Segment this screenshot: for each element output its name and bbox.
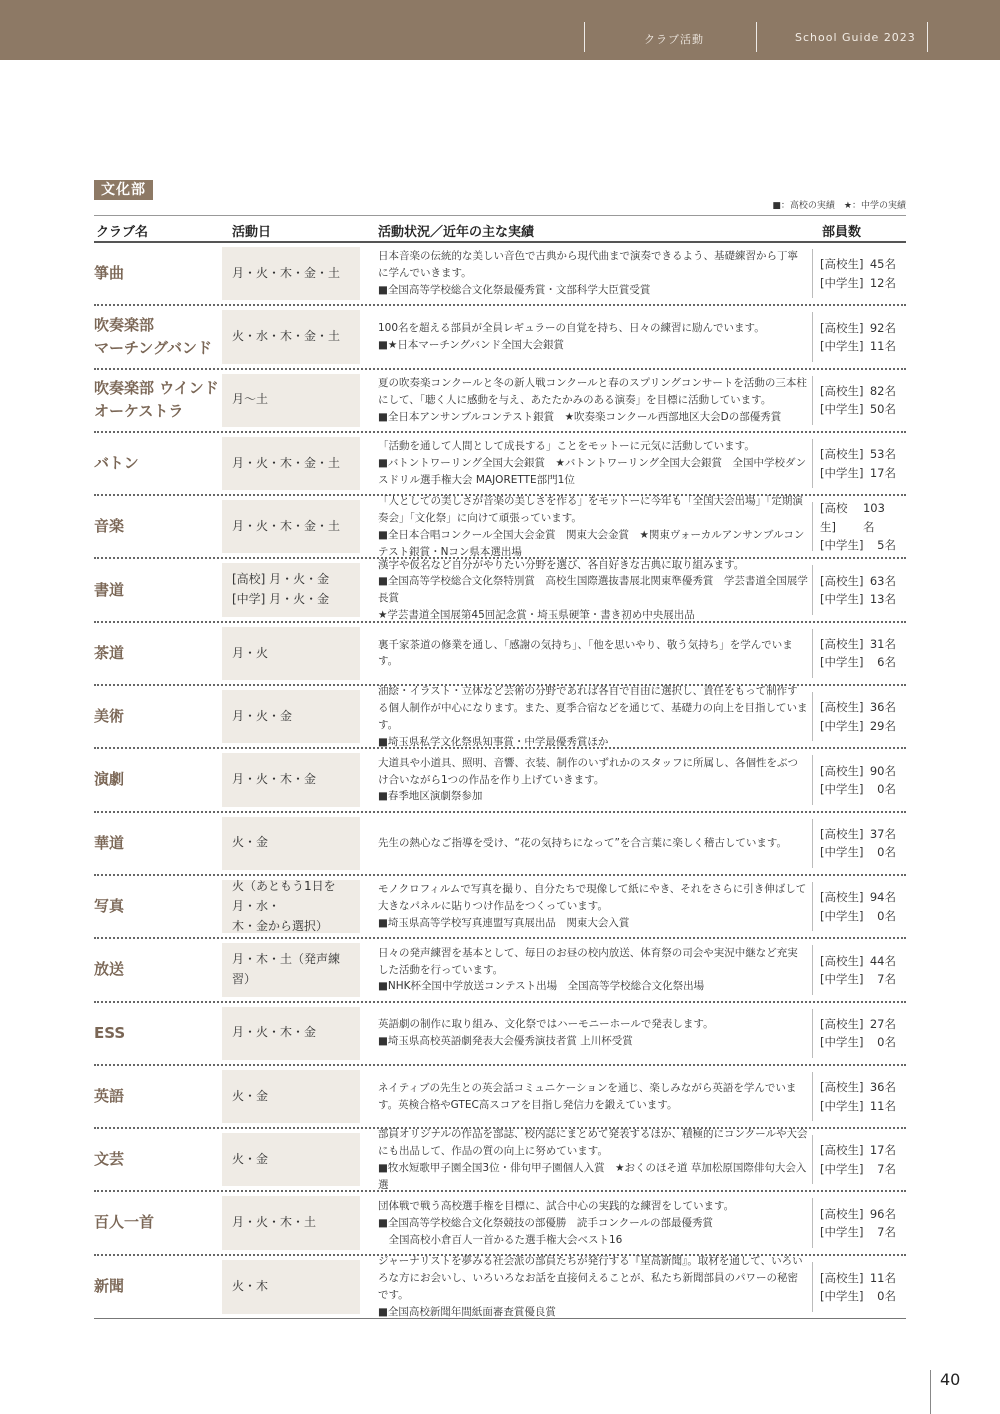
junior-high-count bbox=[820, 1033, 906, 1051]
table-row bbox=[94, 623, 906, 686]
member-label: [中学生] bbox=[820, 1035, 864, 1050]
member-value: 5名 bbox=[877, 538, 896, 553]
high-school-count bbox=[820, 1015, 906, 1033]
column-divider bbox=[812, 945, 813, 994]
description-line: ■全国高校新聞年間紙面審査賞優良賞 bbox=[378, 1305, 556, 1318]
description-line: 英語劇の制作に取り組み、文化祭ではハーモニーホールで発表します。 bbox=[378, 1018, 714, 1031]
description-line: ジャーナリストを夢みる社会派の部員たちが発行する『星高新聞』。取材を通して、いろいろな方にお会いし、いろいろなお話を直接伺えることが、私たち新聞部員のパワーの秘密です。 bbox=[378, 1255, 803, 1301]
member-label: [高校生] bbox=[820, 1080, 864, 1095]
member-count bbox=[820, 1260, 906, 1314]
member-value: 29名 bbox=[869, 718, 896, 733]
club-name: 茶道 bbox=[94, 643, 125, 662]
member-value: 0名 bbox=[877, 845, 896, 860]
member-value: 50名 bbox=[869, 402, 896, 417]
column-divider bbox=[812, 1135, 813, 1184]
member-count bbox=[820, 880, 906, 933]
club-table bbox=[94, 215, 906, 1319]
member-value: 11名 bbox=[869, 1098, 896, 1113]
member-label: [中学生] bbox=[820, 1225, 864, 1240]
member-value: 7名 bbox=[877, 971, 896, 986]
activity-description bbox=[376, 1007, 808, 1060]
member-label: [中学生] bbox=[820, 338, 864, 353]
activity-days: 月〜土 bbox=[222, 374, 360, 427]
column-divider bbox=[812, 755, 813, 804]
high-school-count bbox=[820, 499, 906, 536]
activity-description bbox=[376, 558, 808, 621]
description-line: 日々の発声練習を基本として、毎日のお昼の校内放送、体育祭の司会や実況中継など充実した活動を行っています。 bbox=[378, 946, 798, 976]
member-label: [高校生] bbox=[820, 573, 864, 588]
high-school-count bbox=[820, 445, 906, 463]
description-line: ■NHK杯全国中学放送コンテスト出場 全国高等学校総合文化祭出場 bbox=[378, 980, 705, 993]
description-line: 100名を超える部員が全員レギュラーの自覚を持ち、日々の練習に励んでいます。 bbox=[378, 322, 765, 335]
description-line: ■埼玉県高等学校写真連盟写真展出品 関東大会入賞 bbox=[378, 917, 630, 930]
description-line: 油絵・イラスト・立体など芸術の分野であれば各自で自由に選択し、責任をもって制作する個人制作が中心になります。また、夏季合宿などを通じて、基礎力の向上を目指しています。 bbox=[378, 685, 808, 731]
header-separator bbox=[927, 22, 928, 52]
high-school-count bbox=[820, 319, 906, 337]
activity-days: 火・金 bbox=[222, 1070, 360, 1123]
activity-days: 火・木 bbox=[222, 1260, 360, 1314]
member-label: [高校生] bbox=[820, 890, 864, 905]
member-label: [高校生] bbox=[820, 501, 848, 534]
member-value: 0名 bbox=[877, 782, 896, 797]
table-row bbox=[94, 1256, 906, 1319]
member-value: 0名 bbox=[877, 1288, 896, 1303]
junior-high-count bbox=[820, 590, 906, 608]
junior-high-count bbox=[820, 780, 906, 798]
member-label: [中学生] bbox=[820, 845, 864, 860]
member-count bbox=[820, 500, 906, 553]
column-divider bbox=[812, 1262, 813, 1312]
member-label: [中学生] bbox=[820, 718, 864, 733]
activity-description bbox=[376, 1128, 808, 1191]
table-body bbox=[94, 243, 906, 1319]
table-row bbox=[94, 306, 906, 369]
high-school-count bbox=[820, 1141, 906, 1159]
high-school-count bbox=[820, 825, 906, 843]
member-count bbox=[820, 310, 906, 363]
member-label: [中学生] bbox=[820, 1288, 864, 1303]
member-value: 12名 bbox=[869, 275, 896, 290]
junior-high-count bbox=[820, 1223, 906, 1241]
description-line: 団体戦で戦う高校選手権を目標に、試合中心の実践的な練習をしています。 bbox=[378, 1199, 735, 1212]
member-label: [高校生] bbox=[820, 637, 864, 652]
club-name: 写真 bbox=[94, 896, 125, 915]
junior-high-count bbox=[820, 464, 906, 482]
club-name: 書道 bbox=[94, 580, 125, 599]
description-line: ■全国高等学校総合文化祭競技の部優勝 読手コンクールの部最優秀賞 bbox=[378, 1216, 713, 1229]
member-value: 7名 bbox=[877, 1161, 896, 1176]
member-value: 6名 bbox=[877, 655, 896, 670]
table-header bbox=[94, 215, 906, 243]
activity-days: 月・火 bbox=[222, 627, 360, 680]
member-value: 27名 bbox=[869, 1016, 896, 1031]
table-row bbox=[94, 686, 906, 749]
member-value: 0名 bbox=[877, 908, 896, 923]
club-name: 英語 bbox=[94, 1086, 125, 1105]
description-line: 大道具や小道具、照明、音響、衣装、制作のいずれかのスタッフに所属し、各個性をぶつけ合いながら1つの作品を作り上げていきます。 bbox=[378, 756, 798, 786]
activity-description bbox=[376, 247, 808, 300]
column-divider bbox=[812, 249, 813, 298]
member-value: 17名 bbox=[869, 1143, 896, 1158]
member-value: 0名 bbox=[877, 1035, 896, 1050]
activity-description bbox=[376, 374, 808, 427]
activity-days: 月・火・木・金・土 bbox=[222, 500, 360, 553]
member-value: 7名 bbox=[877, 1225, 896, 1240]
description-line: ■埼玉県高校英語劇発表大会優秀演技者賞 上川杯受賞 bbox=[378, 1035, 633, 1048]
column-divider bbox=[812, 439, 813, 488]
column-divider bbox=[812, 629, 813, 678]
member-count bbox=[820, 1196, 906, 1249]
legend: ■：高校の実績 ★：中学の実績 bbox=[772, 201, 906, 211]
description-line: ■全国高等学校総合文化祭特別賞 高校生国際選抜書展北関東準優秀賞 学芸書道全国展学長賞 bbox=[378, 575, 808, 605]
activity-description bbox=[376, 817, 808, 870]
description-line: 「活動を通して人間として成長する」ことをモットーに元気に活動しています。 bbox=[378, 440, 755, 453]
table-row bbox=[94, 876, 906, 939]
junior-high-count bbox=[820, 970, 906, 988]
activity-description bbox=[376, 753, 808, 806]
high-school-count bbox=[820, 255, 906, 273]
table-row bbox=[94, 1192, 906, 1255]
description-line: 漢字や仮名など自分がやりたい分野を選び、各自好きな古典に取り組みます。 bbox=[378, 558, 745, 571]
member-label: [高校生] bbox=[820, 447, 864, 462]
activity-description bbox=[376, 495, 808, 558]
description-line: 「人としての美しさが音楽の美しさを作る」をモットーに今年も「全国大会出場」「定期演奏会」「文化祭」に向けて頑張っています。 bbox=[378, 495, 803, 525]
member-count bbox=[820, 1070, 906, 1123]
member-value: 53名 bbox=[869, 447, 896, 462]
member-label: [高校生] bbox=[820, 383, 864, 398]
member-label: [高校生] bbox=[820, 257, 864, 272]
member-count bbox=[820, 563, 906, 616]
member-count bbox=[820, 247, 906, 300]
activity-description bbox=[376, 1070, 808, 1123]
member-label: [中学生] bbox=[820, 465, 864, 480]
activity-days: [高校] 月・火・金 [中学] 月・火・金 bbox=[222, 563, 360, 616]
club-name: 華道 bbox=[94, 833, 125, 852]
member-count bbox=[820, 627, 906, 680]
description-line: ■春季地区演劇祭参加 bbox=[378, 790, 483, 803]
description-line: 裏千家茶道の修業を通し、「感謝の気持ち」、「他を思いやり、敬う気持ち」を学んでいます。 bbox=[378, 638, 793, 668]
member-label: [中学生] bbox=[820, 1098, 864, 1113]
description-line: ★学芸書道全国展第45回記念賞・埼玉県硬筆・書き初め中央展出品 bbox=[378, 608, 695, 621]
junior-high-count bbox=[820, 843, 906, 861]
member-label: [中学生] bbox=[820, 908, 864, 923]
high-school-count bbox=[820, 1269, 906, 1287]
member-value: 96名 bbox=[869, 1206, 896, 1221]
member-label: [中学生] bbox=[820, 592, 864, 607]
member-value: 17名 bbox=[869, 465, 896, 480]
member-label: [中学生] bbox=[820, 782, 864, 797]
junior-high-count bbox=[820, 1097, 906, 1115]
description-line: ■全国高等学校総合文化祭最優秀賞・文部科学大臣賞受賞 bbox=[378, 284, 651, 297]
junior-high-count bbox=[820, 274, 906, 292]
section-tag: 文化部 bbox=[94, 180, 153, 200]
club-name: 吹奏楽部 ウインド オーケストラ bbox=[94, 378, 219, 421]
table-row bbox=[94, 1129, 906, 1192]
activity-description bbox=[376, 880, 808, 933]
activity-days: 月・火・木・金 bbox=[222, 753, 360, 806]
high-school-count bbox=[820, 762, 906, 780]
junior-high-count bbox=[820, 717, 906, 735]
junior-high-count bbox=[820, 907, 906, 925]
header-separator bbox=[584, 22, 585, 52]
description-line: ■★日本マーチングバンド全国大会銀賞 bbox=[378, 338, 564, 351]
description-line: ■バトントワーリング全国大会銀賞 ★バトントワーリング全国大会銀賞 全国中学校ダンスドリル選手権大会 MAJORETTE部門1位 bbox=[378, 457, 807, 486]
member-value: 45名 bbox=[869, 257, 896, 272]
member-label: [中学生] bbox=[820, 971, 864, 986]
description-line: ネイティブの先生との英会話コミュニケーションを通じ、楽しみながら英語を学んでいます。英検合格やGTEC高スコアを目指し発信力を鍛えています。 bbox=[378, 1081, 797, 1111]
column-divider bbox=[812, 502, 813, 551]
member-count bbox=[820, 1007, 906, 1060]
table-row bbox=[94, 749, 906, 812]
member-value: 13名 bbox=[869, 592, 896, 607]
member-value: 36名 bbox=[869, 700, 896, 715]
club-name: ESS bbox=[94, 1023, 126, 1042]
member-label: [中学生] bbox=[820, 275, 864, 290]
high-school-count bbox=[820, 1078, 906, 1096]
junior-high-count bbox=[820, 1160, 906, 1178]
description-line: ■全日本合唱コンクール全国大会金賞 関東大会金賞 ★関東ヴォーカルアンサンブルコンテスト銀賞・Nコン県本選出場 bbox=[378, 528, 805, 558]
col-desc-header: 活動状況／近年の主な実績 bbox=[378, 225, 535, 240]
club-name: 文芸 bbox=[94, 1150, 125, 1169]
member-value: 44名 bbox=[869, 953, 896, 968]
activity-description bbox=[376, 310, 808, 363]
header-guide-title: School Guide 2023 bbox=[795, 31, 916, 44]
table-row bbox=[94, 370, 906, 433]
member-label: [中学生] bbox=[820, 1161, 864, 1176]
member-value: 94名 bbox=[869, 890, 896, 905]
member-count bbox=[820, 1133, 906, 1186]
high-school-count bbox=[820, 635, 906, 653]
member-value: 92名 bbox=[869, 320, 896, 335]
club-name: 新聞 bbox=[94, 1277, 125, 1296]
header-separator bbox=[756, 22, 757, 52]
club-name: 百人一首 bbox=[94, 1213, 155, 1232]
activity-days: 火（あともう1日を月・水・ 木・金から選択） bbox=[222, 880, 360, 933]
header-section: クラブ活動 bbox=[644, 33, 704, 46]
page-number-divider bbox=[930, 1370, 931, 1414]
header-bar bbox=[0, 0, 1000, 60]
club-name: 演劇 bbox=[94, 770, 125, 789]
junior-high-count bbox=[820, 536, 906, 554]
activity-days: 月・火・木・金 bbox=[222, 1007, 360, 1060]
club-name: 吹奏楽部 マーチングバンド bbox=[94, 315, 213, 357]
member-value: 90名 bbox=[869, 763, 896, 778]
member-label: [高校生] bbox=[820, 953, 864, 968]
member-value: 11名 bbox=[869, 1270, 896, 1285]
club-name: 音楽 bbox=[94, 517, 125, 536]
junior-high-count bbox=[820, 337, 906, 355]
member-label: [高校生] bbox=[820, 826, 864, 841]
junior-high-count bbox=[820, 400, 906, 418]
column-divider bbox=[812, 882, 813, 931]
activity-description bbox=[376, 1255, 808, 1318]
club-name: バトン bbox=[94, 453, 139, 472]
member-value: 63名 bbox=[869, 573, 896, 588]
member-label: [中学生] bbox=[820, 402, 864, 417]
club-name: 美術 bbox=[94, 707, 125, 726]
member-count bbox=[820, 437, 906, 490]
member-value: 36名 bbox=[869, 1080, 896, 1095]
activity-description bbox=[376, 1196, 808, 1249]
member-value: 103名 bbox=[862, 501, 885, 534]
member-label: [中学生] bbox=[820, 655, 864, 670]
table-row bbox=[94, 939, 906, 1002]
column-divider bbox=[812, 1198, 813, 1247]
high-school-count bbox=[820, 572, 906, 590]
table-row bbox=[94, 1003, 906, 1066]
high-school-count bbox=[820, 1205, 906, 1223]
member-count bbox=[820, 753, 906, 806]
description-line: 全国高校小倉百人一首かるた選手権大会ベスト16 bbox=[378, 1233, 623, 1246]
column-divider bbox=[812, 312, 813, 361]
column-divider bbox=[812, 819, 813, 868]
description-line: 夏の吹奏楽コンクールと冬の新人戦コンクールと春のスプリングコンサートを活動の三本柱にして、「聴く人に感動を与え、あたたかみのある演奏」を目標に活動しています。 bbox=[378, 377, 807, 406]
member-count bbox=[820, 690, 906, 743]
description-line: ■埼玉県私学文化祭県知事賞・中学最優秀賞ほか bbox=[378, 735, 609, 748]
column-divider bbox=[812, 1009, 813, 1058]
table-row bbox=[94, 813, 906, 876]
member-value: 11名 bbox=[869, 338, 896, 353]
col-members-header: 部員数 bbox=[822, 225, 862, 240]
activity-description bbox=[376, 943, 808, 996]
activity-description bbox=[376, 685, 808, 748]
description-line: モノクロフィルムで写真を撮り、自分たちで現像して紙にやき、それをさらに引き伸ばして大きなパネルに貼りつけ作品をつくっています。 bbox=[378, 883, 807, 913]
activity-days: 火・金 bbox=[222, 1133, 360, 1186]
activity-days: 火・金 bbox=[222, 817, 360, 870]
member-label: [高校生] bbox=[820, 763, 864, 778]
activity-days: 火・水・木・金・土 bbox=[222, 310, 360, 363]
member-value: 82名 bbox=[869, 383, 896, 398]
table-row bbox=[94, 433, 906, 496]
member-count bbox=[820, 943, 906, 996]
member-label: [高校生] bbox=[820, 1143, 864, 1158]
club-name: 放送 bbox=[94, 960, 125, 979]
member-value: 31名 bbox=[869, 637, 896, 652]
activity-days: 月・火・金 bbox=[222, 690, 360, 743]
high-school-count bbox=[820, 698, 906, 716]
member-label: [高校生] bbox=[820, 700, 864, 715]
member-label: [高校生] bbox=[820, 1270, 864, 1285]
column-divider bbox=[812, 376, 813, 425]
junior-high-count bbox=[820, 653, 906, 671]
description-line: ■全日本アンサンブルコンテスト銀賞 ★吹奏楽コンクール西部地区大会Dの部優秀賞 bbox=[378, 410, 782, 423]
column-divider bbox=[812, 692, 813, 741]
activity-days: 月・火・木・金・土 bbox=[222, 437, 360, 490]
description-line: 日本音楽の伝統的な美しい音色で古典から現代曲まで演奏できるよう、基礎練習から丁寧に学んでいきます。 bbox=[378, 250, 798, 280]
activity-days: 月・火・木・土 bbox=[222, 1196, 360, 1249]
description-line: 先生の熱心なご指導を受け、“花の気持ちになって”を合言葉に楽しく稽古しています。 bbox=[378, 836, 788, 849]
high-school-count bbox=[820, 888, 906, 906]
col-days-header: 活動日 bbox=[232, 225, 272, 240]
high-school-count bbox=[820, 382, 906, 400]
club-name: 箏曲 bbox=[94, 264, 125, 283]
activity-days: 月・木・土（発声練習） bbox=[222, 943, 360, 996]
member-label: [高校生] bbox=[820, 320, 864, 335]
page-number: 40 bbox=[940, 1370, 961, 1389]
activity-description bbox=[376, 437, 808, 490]
table-row bbox=[94, 559, 906, 622]
table-row bbox=[94, 243, 906, 306]
column-divider bbox=[812, 565, 813, 614]
activity-description bbox=[376, 627, 808, 680]
description-line: ■牧水短歌甲子園全国3位・俳句甲子園個人入賞 ★おくのほそ道 草加松原国際俳句大会入選 bbox=[378, 1161, 807, 1191]
junior-high-count bbox=[820, 1287, 906, 1305]
column-divider bbox=[812, 1072, 813, 1121]
member-label: [高校生] bbox=[820, 1206, 864, 1221]
description-line: 部員オリジナルの作品を部誌、校内誌にまとめて発表するほか、積極的にコンクールや大会にも出品して、作品の質の向上に努めています。 bbox=[378, 1128, 808, 1158]
high-school-count bbox=[820, 952, 906, 970]
table-row bbox=[94, 1066, 906, 1129]
member-count bbox=[820, 817, 906, 870]
member-value: 37名 bbox=[869, 826, 896, 841]
member-label: [中学生] bbox=[820, 538, 864, 553]
member-label: [高校生] bbox=[820, 1016, 864, 1031]
table-row bbox=[94, 496, 906, 559]
member-count bbox=[820, 374, 906, 427]
activity-days: 月・火・木・金・土 bbox=[222, 247, 360, 300]
col-name-header: クラブ名 bbox=[96, 225, 149, 240]
